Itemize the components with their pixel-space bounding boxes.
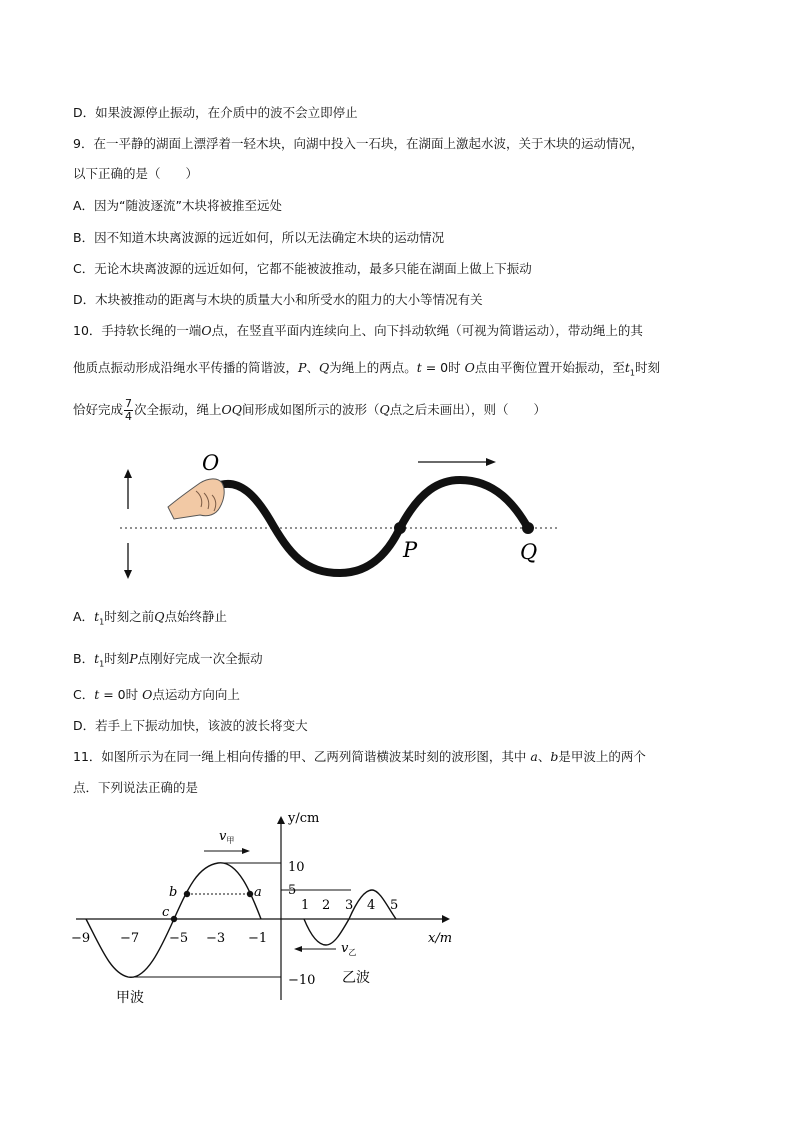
svg-text:1: 1	[301, 898, 310, 913]
q9-stem-line1: 9．在一平静的湖面上漂浮着一轻木块，向湖中投入一石块，在湖面上激起水波，关于木块的运动情况，	[73, 136, 644, 151]
label-a: a	[254, 885, 262, 900]
label-o: O	[202, 451, 220, 475]
label-p: P	[403, 538, 418, 562]
svg-text:2: 2	[322, 898, 331, 913]
fraction-7-4: $\frac{7}{4}$	[125, 397, 133, 423]
y-axis-label: y/cm	[288, 811, 320, 826]
arrow-right-icon	[242, 848, 250, 854]
svg-text:−5: −5	[169, 931, 189, 946]
svg-text:5: 5	[288, 883, 297, 898]
arrow-up-icon	[124, 469, 132, 478]
svg-text:3: 3	[345, 898, 354, 913]
point-p	[394, 522, 406, 534]
point-c	[171, 916, 177, 922]
wave-jia-label: 甲波	[116, 990, 144, 1006]
q9-option-b: B．因不知道木块离波源的远近如何，所以无法确定木块的运动情况	[73, 230, 445, 245]
q9-option-c: C．无论木块离波源的远近如何，它都不能被波推动，最多只能在湖面上做上下振动	[73, 261, 532, 276]
arrow-left-icon	[294, 946, 302, 952]
y-ticks	[288, 860, 315, 988]
q10-stem-line3: 恰好完成 $\frac{7}{4}$ 次全振动，绳上OQ间形成如图所示的波形（Q点之后未画出），则（ ）	[73, 397, 547, 423]
svg-text:10: 10	[288, 860, 305, 875]
svg-text:−7: −7	[120, 931, 140, 946]
point-a	[247, 891, 253, 897]
q9-option-a: A．因为“随波逐流”木块将被推至远处	[73, 198, 283, 213]
v-jia-label: $v_甲$	[219, 829, 235, 845]
q10-option-d: D．若手上下振动加快，该波的波长将变大	[73, 718, 308, 733]
q10-option-c: C．t = 0时 O点运动方向向上	[73, 687, 240, 702]
svg-text:−3: −3	[206, 931, 226, 946]
hand-icon	[168, 479, 224, 519]
rope-wave	[215, 480, 528, 573]
q10-option-b: B．$t_1$时刻P点刚好完成一次全振动	[73, 651, 263, 669]
point-q	[522, 522, 534, 534]
x-axis-label: x/m	[428, 931, 453, 946]
q10-option-a: A．$t_1$时刻之前Q点始终静止	[73, 609, 227, 627]
q9-stem-line2: 以下正确的是（ ）	[73, 166, 199, 181]
q10-stem-line1: 10．手持软长绳的一端O点，在竖直平面内连续向上、向下抖动软绳（可视为简谐运动），带动绳上的其	[73, 323, 643, 338]
svg-text:5: 5	[390, 898, 399, 913]
svg-text:4: 4	[367, 898, 376, 913]
rope-wave-figure	[100, 445, 580, 590]
arrow-down-icon	[124, 570, 132, 579]
x-ticks-negative	[71, 931, 267, 946]
q11-stem-line1: 11．如图所示为在同一绳上相向传播的甲、乙两列简谐横波某时刻的波形图，其中 a、b是甲波上的两个	[73, 749, 646, 764]
v-yi-label: $v_乙$	[341, 941, 357, 957]
svg-text:−9: −9	[71, 931, 91, 946]
q11-stem-line2: 点．下列说法正确的是	[73, 780, 199, 795]
point-b	[184, 891, 190, 897]
q10-stem-line2: 他质点振动形成沿绳水平传播的简谐波，P、Q为绳上的两点。t = 0时 O点由平衡位置开始振动，至$t_1$时刻	[73, 360, 661, 378]
label-q: Q	[520, 540, 538, 564]
q8-option-d: D．如果波源停止振动，在介质中的波不会立即停止	[73, 105, 358, 120]
label-c: c	[162, 905, 170, 920]
svg-text:−10: −10	[288, 973, 316, 988]
arrow-right-icon	[486, 458, 496, 466]
q9-option-d: D．木块被推动的距离与木块的质量大小和所受水的阻力的大小等情况有关	[73, 292, 483, 307]
svg-text:−1: −1	[248, 931, 268, 946]
label-b: b	[169, 885, 178, 900]
two-waves-figure	[66, 808, 466, 1008]
wave-yi-label: 乙波	[342, 970, 370, 986]
